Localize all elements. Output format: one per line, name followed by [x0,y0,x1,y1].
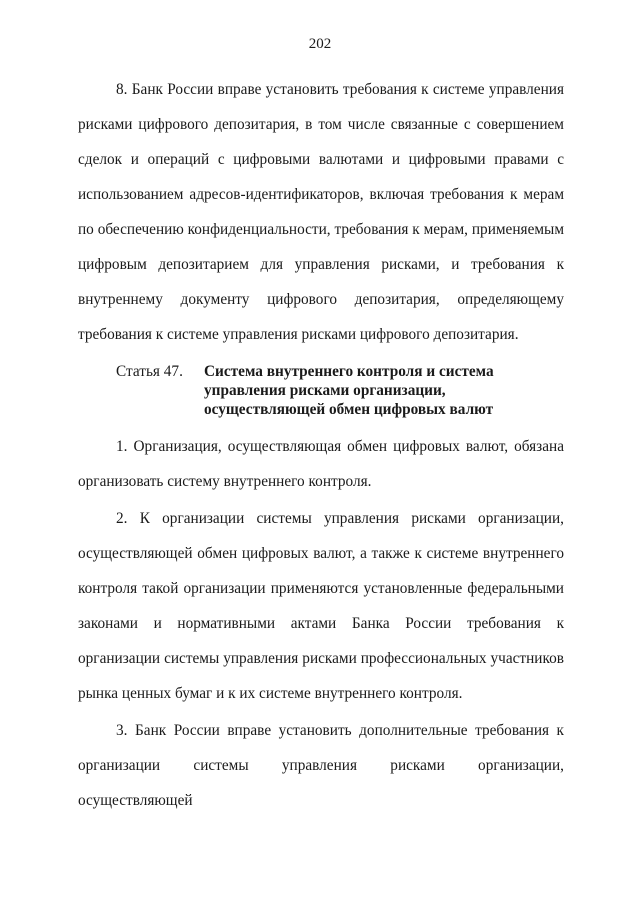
page-number: 202 [308,36,332,52]
document-body [78,72,564,818]
paragraph-3: 3. Банк России вправе установить дополнительные требования к организации системы управления рисками организации, осуществляющей [78,722,564,809]
article-number: Статья 47. [116,363,183,380]
paragraph-2: 2. К организации системы управления рисками организации, осуществляющей обмен цифровых валют, а также к системе внутреннего контроля такой организации применяются установленные федеральными законами и нормативными актами Банка России требования к организации системы управления рисками профессиональных участников рынка ценных бумаг и к их системе внутреннего контроля. [78,510,564,702]
article-heading [78,362,564,419]
paragraph-8: 8. Банк России вправе установить требования к системе управления рисками цифрового депозитария, в том числе связанные с совершением сделок и операций с цифровыми валютами и цифровыми правами с использованием адресов-идентификаторов, включая требования к мерам по обеспечению конфиденциальности, требования к мерам, применяемым цифровым депозитарием для управления рисками, и требования к внутреннему документу цифрового депозитария, определяющему требования к системе управления рисками цифрового депозитария. [78,81,564,343]
paragraph-1: 1. Организация, осуществляющая обмен цифровых валют, обязана организовать систему внутреннего контроля. [78,438,564,490]
article-title-line-3: осуществляющей обмен цифровых валют [204,401,494,418]
article-title-line-2: управления рисками организации, [204,382,446,399]
article-title [204,362,504,419]
article-title-line-1: Система внутреннего контроля и система [204,363,494,380]
